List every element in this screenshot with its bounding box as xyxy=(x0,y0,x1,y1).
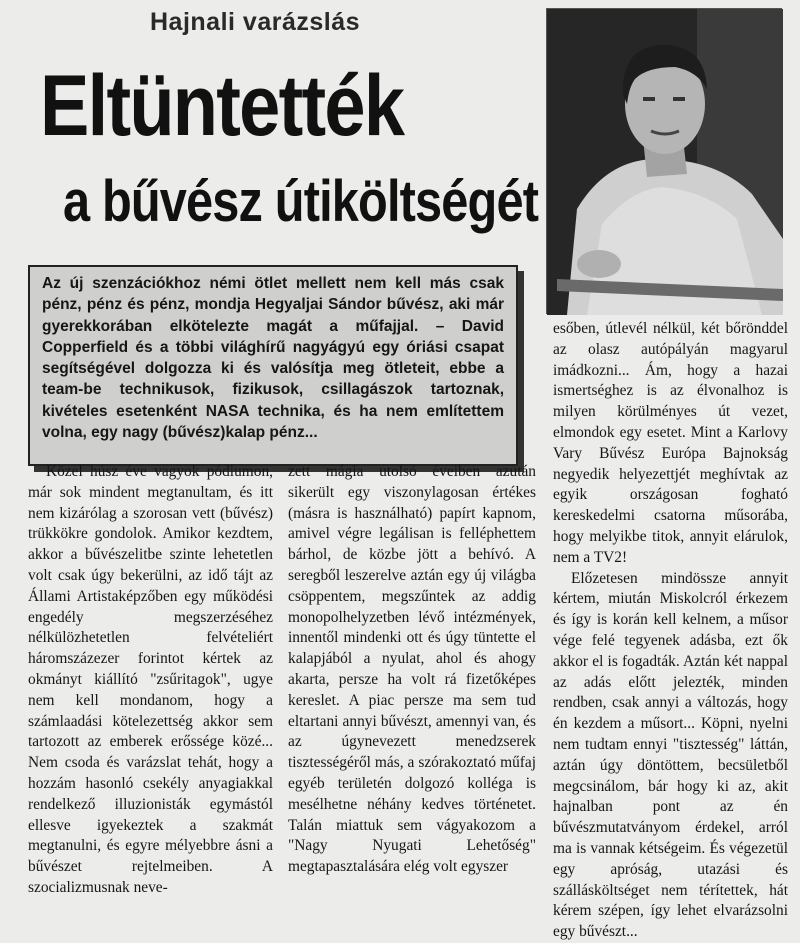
body-paragraph: Előzetesen mindössze annyit kértem, miután Miskolcról érkezem és így is korán kell kelnem, a műsor vége felé tegyenek adásba, ezt ők akkor el is fogadták. Aztán két nappal az adás előtt jelezték, minden rendben, csak annyi a változás, hogy én kezdem a műsort... Köpni, nyelni nem tudtam ennyi "tisztesség" láttán, aztán úgy döntöttem, becsületből megcsinálom, bár hogy ki az, akit hajnalban pont az én bűvészmutatványom érdekel, arról ma is vannak kétségeim. És végezetül egy apróság, utazási és szállásköltséget nem térítettek, hát kérem szépen, így lehet elvarázsolni egy bűvészt... xyxy=(553,569,788,941)
portrait-photo xyxy=(546,8,782,314)
body-paragraph: Közel húsz éve vagyok pódiumon, már sok mindent megtanultam, és itt nem kizárólag a szorosan vett (bűvész) trükkökre gondolok. Amikor kezdtem, akkor a bűvészelitbe szinte lehetetlen volt csak úgy bekerülni, az idő tájt az Állami Artistaképzőben egy működési engedély megszerzéséhez nélkülözhetetlen felvételiért háromszázezer forintot kértek az okmányt kiállító "zsűritagok", ugye nem kell mondanom, hogy a számlaadási kötelezettség akkor sem tartozott az emberek erőssége közé... Nem csoda és varázslat tehát, hogy a hozzám hasonló csekély anyagiakkal rendelkező illuzionisták egymástól ellesve igyekeztek a szakmát megtanulni, és egyre mélyebbre ásni a bűvészet rejtelmeiben. A szocializmusnak neve- xyxy=(28,463,273,896)
body-column-1 xyxy=(28,462,273,899)
subheadline: a bűvész útiköltségét xyxy=(63,169,539,234)
body-column-2 xyxy=(288,462,536,878)
body-column-3 xyxy=(553,319,788,943)
headline: Eltüntették xyxy=(40,58,404,154)
kicker-title: Hajnali varázslás xyxy=(150,8,361,36)
body-paragraph: esőben, útlevél nélkül, két bőrönddel az olasz autópályán magyarul imádkozni... Ám, hogy a hazai ismertséghez is az élvonalhoz is milyen körülményes út vezet, elmondok egy esetet. Mint a Karlovy Vary Bűvész Európa Bajnokság negyedik helyezettjét meghívtak az egyik országosan fogható kereskedelmi csatorna műsorába, hogy melyikbe titok, annyit elárulok, nem a TV2! xyxy=(553,320,788,566)
lead-box: Az új szenzációkhoz némi ötlet mellett nem kell más csak pénz, pénz és pénz, mondja Hegyaljai Sándor bűvész, aki már gyerekkorában elkötelezte magát a műfajjal. – David Copperfield és a többi világhírű nagyágyú egy óriási csapat segítségével dolgozza ki és valósítja meg ötleteit, ebbe a team-be technikusok, fizikusok, csillagászok tartoznak, kivételes esetenként NASA technika, és ha nem említettem volna, egy nagy (bűvész)kalap pénz... xyxy=(28,265,518,466)
photo-illustration xyxy=(547,9,783,315)
body-paragraph: zett mágia utolsó éveiben azután sikerült egy viszonylagosan értékes (másra is használható) papírt kapnom, amivel végre legálisan is felléphettem bárhol, de közbe jött a behívó. A seregből leszerelve aztán egy új világba csöppentem, megszűntek az addig monopolhelyzetben lévő intézmények, innentől mindenki ott és úgy tüntette el kalapjából a nyulat, ahol és ahogy akarta, persze ha volt rá fizetőképes kereslet. A piac persze ma sem tud eltartani annyi bűvészt, amennyi van, és az úgynevezett menedzserek tisztességéről más, a szórakoztató műfaj egyéb területén dolgozó kolléga is mesélhetne néhány kedves történetet. Talán miattuk sem vágyakozom a "Nagy Nyugati Lehetőség" megtapasztalására elég volt egyszer xyxy=(288,463,536,876)
